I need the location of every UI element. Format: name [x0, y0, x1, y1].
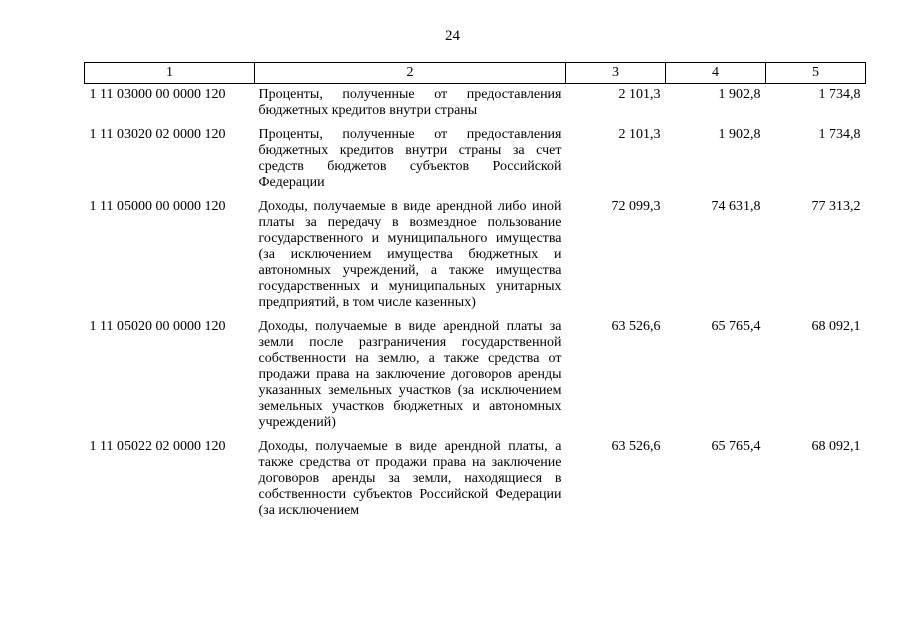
table-row — [85, 436, 866, 524]
header-row — [85, 63, 866, 84]
table-row — [85, 196, 866, 316]
row-value-col5: 68 092,1 — [811, 439, 861, 454]
row-value-col4: 1 902,8 — [718, 127, 761, 142]
row-value-col5: 1 734,8 — [818, 127, 861, 142]
row-code: 1 11 05022 02 0000 120 — [89, 439, 226, 454]
row-value-col5: 68 092,1 — [811, 319, 861, 334]
column-header-2: 2 — [255, 63, 566, 84]
row-code: 1 11 03000 00 0000 120 — [89, 87, 226, 102]
row-value-col5: 1 734,8 — [818, 87, 861, 102]
row-value-col5: 77 313,2 — [811, 199, 861, 214]
table-row — [85, 124, 866, 196]
row-value-col3: 72 099,3 — [611, 199, 661, 214]
column-header-5: 5 — [766, 63, 866, 84]
row-value-col3: 63 526,6 — [611, 439, 661, 454]
row-value-col4: 65 765,4 — [711, 319, 761, 334]
table-row — [85, 316, 866, 436]
row-description: Доходы, получаемые в виде арендной либо иной платы за передачу в возмездное пользование государственного и муниципального имущества (за исключением имущества бюджетных и автономных учреждений, а также имущества государственных и муниципальных унитарных предприятий, в том числе казенных) — [258, 199, 562, 310]
table-row — [85, 84, 866, 125]
row-value-col3: 2 101,3 — [618, 127, 661, 142]
row-value-col3: 2 101,3 — [618, 87, 661, 102]
column-header-3: 3 — [566, 63, 666, 84]
row-description: Доходы, получаемые в виде арендной платы, а также средства от продажи права на заключение договоров аренды за земли, находящиеся в собственности субъектов Российской Федерации (за исключением — [258, 439, 562, 518]
row-code: 1 11 05020 00 0000 120 — [89, 319, 226, 334]
row-value-col3: 63 526,6 — [611, 319, 661, 334]
column-header-4: 4 — [666, 63, 766, 84]
budget-table — [84, 62, 866, 524]
page-number: 24 — [445, 28, 460, 44]
row-description: Проценты, полученные от предоставления бюджетных кредитов внутри страны — [258, 87, 562, 118]
row-description: Проценты, полученные от предоставления бюджетных кредитов внутри страны за счет средств бюджетов субъектов Российской Федерации — [258, 127, 562, 190]
row-description: Доходы, получаемые в виде арендной платы за земли после разграничения государственной собственности на землю, а также средства от продажи права на заключение договоров аренды указанных земельных участков (за исключением земельных участков бюджетных и автономных учреждений) — [258, 319, 562, 430]
row-value-col4: 65 765,4 — [711, 439, 761, 454]
column-header-1: 1 — [85, 63, 255, 84]
row-code: 1 11 03020 02 0000 120 — [89, 127, 226, 142]
row-value-col4: 1 902,8 — [718, 87, 761, 102]
row-value-col4: 74 631,8 — [711, 199, 761, 214]
row-code: 1 11 05000 00 0000 120 — [89, 199, 226, 214]
